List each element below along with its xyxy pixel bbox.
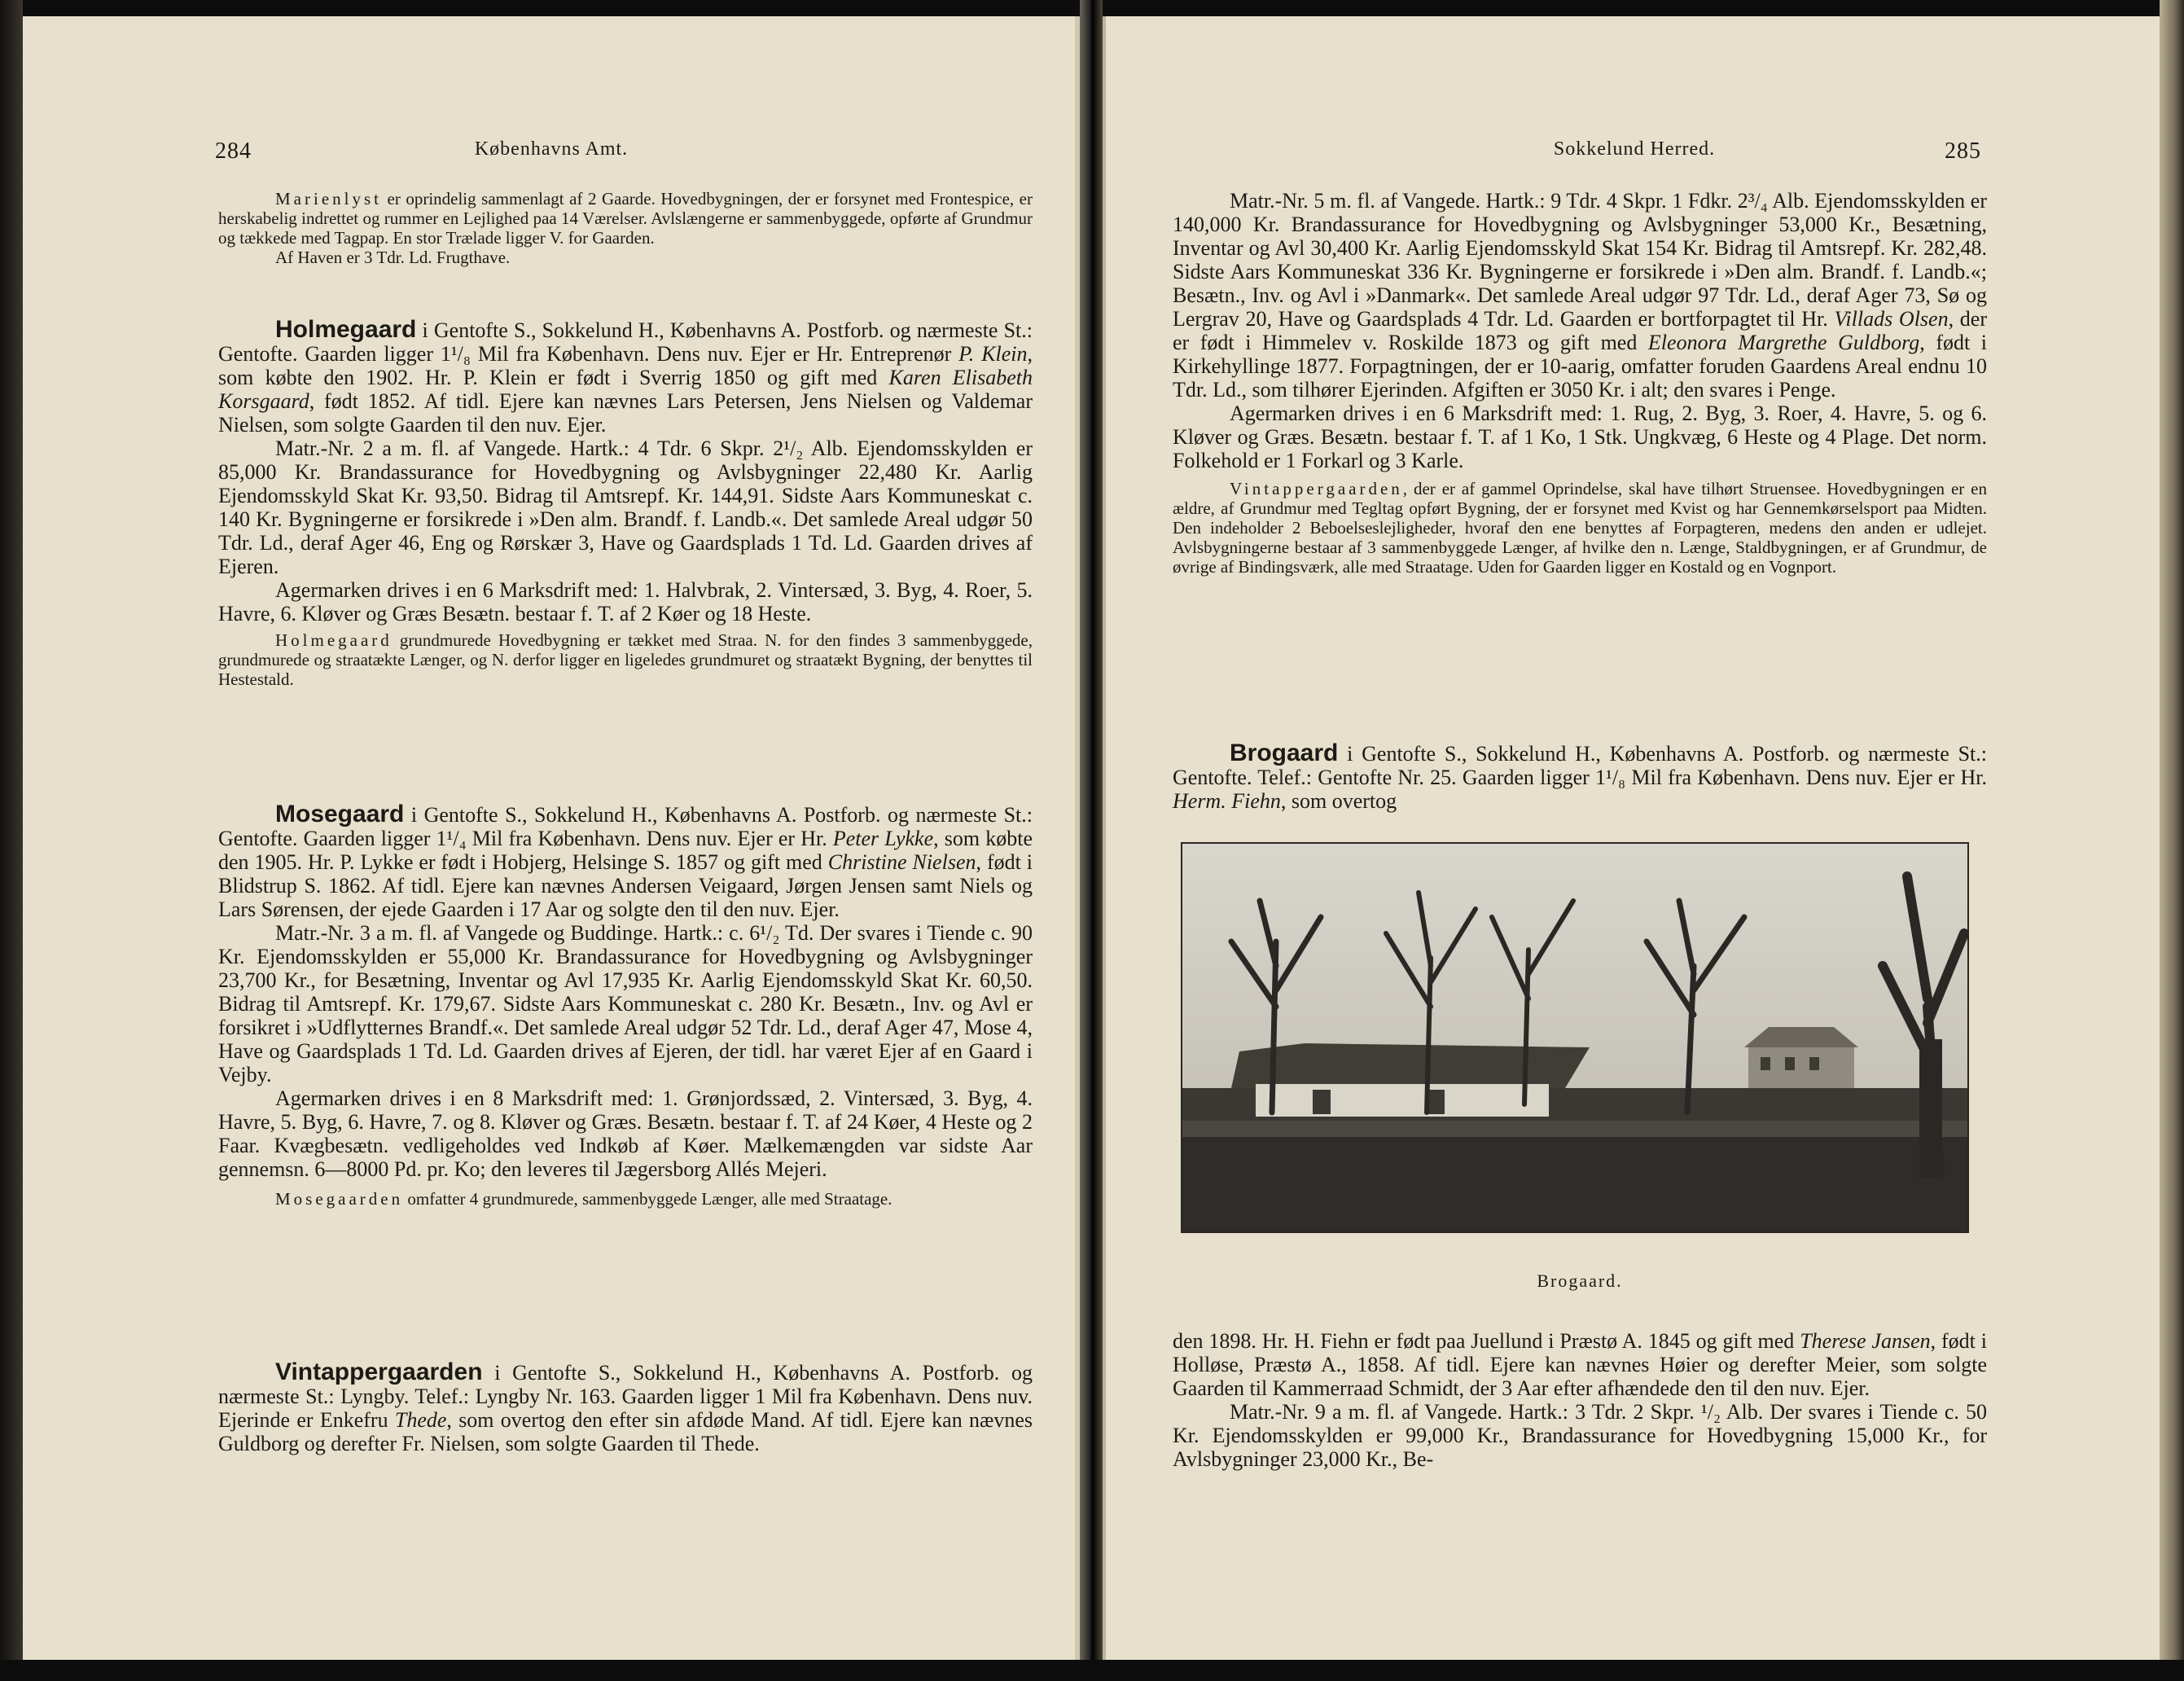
brogaard-name: Brogaard	[1230, 740, 1339, 766]
brogaard-photo	[1181, 842, 1969, 1233]
vint-spaced: Vintappergaarden	[1230, 479, 1403, 498]
brogaard-wife: Therese Jansen	[1800, 1329, 1931, 1353]
brogaard-cont-b: , født i Holløse, Præstø A., 1858. Af tidl. Ejere kan nævnes Høier og derefter Meier, som solgte Gaarden til Kammerraad Schmidt, der 3 Aar efter afhændede den til den nuv. Ejer.	[1173, 1329, 1987, 1400]
vintappergaarden-entry	[218, 1360, 1033, 1455]
vintappergaarden-owner: Thede	[394, 1408, 447, 1432]
vint-tenant-wife: Eleonora Margrethe Guldborg	[1647, 331, 1920, 354]
mosegaard-spaced: Mosegaarden	[275, 1189, 404, 1209]
farm-photo-illustration	[1182, 844, 1967, 1231]
mosegaard-text-b: , som købte den 1905. Hr. P. Lykke er født i Hobjerg, Helsinge S. 1857 og gift med	[218, 827, 1033, 874]
photo-caption: Brogaard.	[1537, 1271, 1623, 1291]
mosegaard-agermarken: Agermarken drives i en 8 Marksdrift med: 1. Grønjordssæd, 2. Vintersæd, 3. Byg, 4. Havre, 5. Byg, 6. Havre, 7. og 8. Kløver og Græs. Besætn. bestaar f. T. af 24 Køer, 4 Heste og 2 Faar. Kvægbesætn. vedligeholdes ved Indkøb af Køer. Mælkemængden var sidste Aar gennemsn. 6—8000 Pd. pr. Ko; den leveres til Jægersborg Allés Mejeri.	[218, 1086, 1033, 1181]
holmegaard-owner: P. Klein	[958, 342, 1028, 366]
holmegaard-entry	[218, 318, 1033, 689]
marienlyst-text2: Af Haven er 3 Tdr. Ld. Frugthave.	[275, 248, 511, 267]
left-page-number: 284	[215, 138, 252, 164]
vint-matr-a: Matr.-Nr. 5 m. fl. af Vangede. Hartk.: 9 Tdr. 4 Skpr. 1 Fdkr. 2³/₄ Alb. Ejendomsskylden er 140,000 Kr. Brandassurance for Hovedbygning og Avlsbygninger 53,000 Kr., Besætning, Inventar og Avl 30,400 Kr. Aarlig Ejendomsskyld Skat 154 Kr. Bidrag til Amtsrepf. Kr. 282,48. Sidste Aars Kommuneskat 336 Kr. Bygningerne er forsikrede i »Den alm. Brandf. f. Landb.«; Besætn., Inv. og Avl i »Danmark«. Det samlede Areal udgør 97 Tdr. Ld., deraf Ager 73, Sø og Lergrav 20, Have og Gaardsplads 4 Tdr. Ld. Gaarden er bortforpagtet til Hr.	[1173, 189, 1987, 331]
mosegaard-text-a: i Gentofte S., Sokkelund H., Københavns A. Postforb. og nærmeste St.: Gentofte. Gaarden ligger 1¹/₄ Mil fra København. Dens nuv. Ejer er Hr.	[218, 803, 1033, 850]
mosegaard-matr: Matr.-Nr. 3 a m. fl. af Vangede og Buddinge. Hartk.: c. 6¹/₂ Td. Der svares i Tiende c. 90 Kr. Ejendomsskylden er 55,000 Kr. Brandassurance for Hovedbygning og Avlsbygninger 23,700 Kr., for Besætning, Inventar og Avl 17,935 Kr. Aarlig Ejendomsskyld Skat Kr. 60,50. Bidrag til Amtsrepf. Kr. 179,67. Sidste Aars Kommuneskat c. 280 Kr. Besætn., Inv. og Avl er forsikret i »Udflytternes Brandf.«. Det samlede Areal udgør 52 Tdr. Ld., deraf Ager 47, Mose 4, Have og Gaardsplads 1 Td. Ld. Gaarden drives af Ejeren, der tidl. har været Ejer af en Gaard i Vejby.	[218, 921, 1033, 1086]
brogaard-cont-a: den 1898. Hr. H. Fiehn er født paa Juellund i Præstø A. 1845 og gift med	[1173, 1329, 1795, 1353]
brogaard-text-b: , som overtog	[1280, 789, 1397, 813]
marienlyst-note	[218, 189, 1033, 267]
vint-matr-c: , født i Kirkehyllinge 1877. Forpagtningen, der er 10-aarig, omfatter foruden Gaardens Areal endnu 10 Tdr. Ld., som tilhører Ejerinden. Afgiften er 3050 Kr. i alt; den svares i Penge.	[1173, 331, 1988, 402]
holmegaard-text-a: i Gentofte S., Sokkelund H., Københavns A. Postforb. og nærmeste St.: Gentofte. Gaarden ligger 1¹/₈ Mil fra København. Dens nuv. Ejer er Hr. Entreprenør	[218, 318, 1033, 366]
vint-tenant: Villads Olsen	[1834, 307, 1949, 331]
left-page	[23, 16, 1080, 1660]
mosegaard-wife: Christine Nielsen	[827, 850, 976, 874]
brogaard-matr: Matr.-Nr. 9 a m. fl. af Vangede. Hartk.: 3 Tdr. 2 Skpr. ¹/₂ Alb. Der svares i Tiende c. 50 Kr. Ejendomsskylden er 99,000 Kr., Brandassurance for Hovedbygning 15,000 Kr., for Avlsbygninger 23,000 Kr., Be-	[1173, 1400, 1987, 1471]
mosegaard-owner: Peter Lykke	[832, 827, 934, 850]
holmegaard-small: grundmurede Hovedbygning er tækket med Straa. N. for den findes 3 sammenbyggede, grundmurede og straatækte Længer, og N. derfor ligger en ligeledes grundmuret og straatækt Bygning, der benyttes til Hestestald.	[218, 630, 1033, 689]
holmegaard-wife: Karen Elisabeth Korsgaard	[218, 366, 1033, 413]
holmegaard-name: Holmegaard	[275, 316, 417, 343]
right-page-number: 285	[1945, 138, 1981, 164]
vintappergaarden-continued	[1173, 189, 1987, 577]
brogaard-entry	[1173, 741, 1987, 813]
book-spine	[1080, 0, 1103, 1681]
vint-small: , der er af gammel Oprindelse, skal have tilhørt Struensee. Hovedbygningen er en ældre, af Grundmur med Tegltag opført Bygning, der er forsynet med Kvist og har Gennemkørselsport paa Midten. Den indeholder 2 Beboelseslejligheder, hvoraf den ene benyttes af Forpagteren, medens den anden er udlejet. Avlsbygningerne bestaar af 3 sammenbyggede Længer, af hvilke den n. Længe, Staldbygningen, er af Grundmur, de øvrige af Bindingsværk, alle med Straatage. Uden for Gaarden ligger en Kostald og en Vognport.	[1173, 479, 1987, 577]
vint-matr-b: , der er født i Himmelev v. Roskilde 1873 og gift med	[1173, 307, 1987, 354]
marienlyst-text: er oprindelig sammenlagt af 2 Gaarde. Hovedbygningen, der er forsynet med Frontespice, er herskabelig indrettet og rummer en Lejlighed paa 14 Værelser. Avlslængerne er sammenbyggede, opførte af Grundmur og tækkede med Tagpap. En stor Trælade ligger V. for Gaarden.	[218, 189, 1033, 248]
book-left-edge	[0, 0, 23, 1681]
holmegaard-matr: Matr.-Nr. 2 a m. fl. af Vangede. Hartk.: 4 Tdr. 6 Skpr. 2¹/₂ Alb. Ejendomsskylden er 85,000 Kr. Brandassurance for Hovedbygning og Avlsbygninger 22,480 Kr. Aarlig Ejendomsskyld Skat Kr. 93,50. Bidrag til Amtsrepf. Kr. 144,91. Sidste Aars Kommuneskat c. 140 Kr. Bygningerne er forsikrede i »Den alm. Brandf. f. Landb.«. Det samlede Areal udgør 50 Tdr. Ld., deraf Ager 46, Eng og Rørskær 3, Have og Gaardsplads 1 Td. Ld. Gaarden drives af Ejeren.	[218, 437, 1033, 578]
holmegaard-text-c: , født 1852. Af tidl. Ejere kan nævnes Lars Petersen, Jens Nielsen og Valdemar Nielsen, som solgte Gaarden til den nuv. Ejer.	[218, 389, 1033, 437]
brogaard-continued	[1173, 1329, 1987, 1471]
mosegaard-name: Mosegaard	[275, 801, 405, 827]
mosegaard-small: omfatter 4 grundmurede, sammenbyggede Længer, alle med Straatage.	[407, 1189, 892, 1209]
vintappergaarden-text-b: , som overtog den efter sin afdøde Mand. Af tidl. Ejere kan nævnes Guldborg og derefter Fr. Nielsen, som solgte Gaarden til Thede.	[218, 1408, 1033, 1455]
holmegaard-agermarken: Agermarken drives i en 6 Marksdrift med: 1. Halvbrak, 2. Vintersæd, 3. Byg, 4. Roer, 5. Havre, 6. Kløver og Græs Besætn. bestaar f. T. af 2 Køer og 18 Heste.	[218, 578, 1033, 625]
mosegaard-entry	[218, 802, 1033, 1209]
brogaard-text-a: i Gentofte S., Sokkelund H., Københavns A. Postforb. og nærmeste St.: Gentofte. Telef.: Gentofte Nr. 25. Gaarden ligger 1¹/₈ Mil fra København. Dens nuv. Ejer er Hr.	[1173, 742, 1988, 789]
vint-agermarken: Agermarken drives i en 6 Marksdrift med: 1. Rug, 2. Byg, 3. Roer, 4. Havre, 5. og 6. Kløver og Græs. Besætn. bestaar f. T. af 1 Ko, 1 Stk. Ungkvæg, 6 Heste og 4 Plage. Det norm. Folkehold er 1 Forkarl og 3 Karle.	[1173, 402, 1987, 472]
scan-bottom-border	[0, 1660, 2184, 1681]
book-right-edge	[2160, 0, 2184, 1681]
mosegaard-text-c: , født i Blidstrup S. 1862. Af tidl. Ejere kan nævnes Andersen Veigaard, Jørgen Jensen samt Niels og Lars Sørensen, der ejede Gaarden i 17 Aar og solgte den til den nuv. Ejer.	[218, 850, 1033, 921]
right-running-head: Sokkelund Herred.	[1553, 138, 1716, 160]
holmegaard-text-b: , som købte den 1902. Hr. P. Klein er født i Sverrig 1850 og gift med	[218, 342, 1033, 389]
right-page	[1103, 16, 2160, 1660]
left-running-head: Københavns Amt.	[474, 138, 629, 160]
vintappergaarden-text-a: i Gentofte S., Sokkelund H., Københavns A. Postforb. og nærmeste St.: Lyngby. Telef.: Lyngby Nr. 163. Gaarden ligger 1 Mil fra København. Dens nuv. Ejerinde er Enkefru	[218, 1361, 1033, 1432]
holmegaard-spaced: Holmegaard	[275, 630, 393, 650]
vintappergaarden-name: Vintappergaarden	[275, 1358, 483, 1385]
marienlyst-spaced: Marienlyst	[275, 189, 382, 208]
brogaard-owner: Herm. Fiehn	[1173, 789, 1281, 813]
